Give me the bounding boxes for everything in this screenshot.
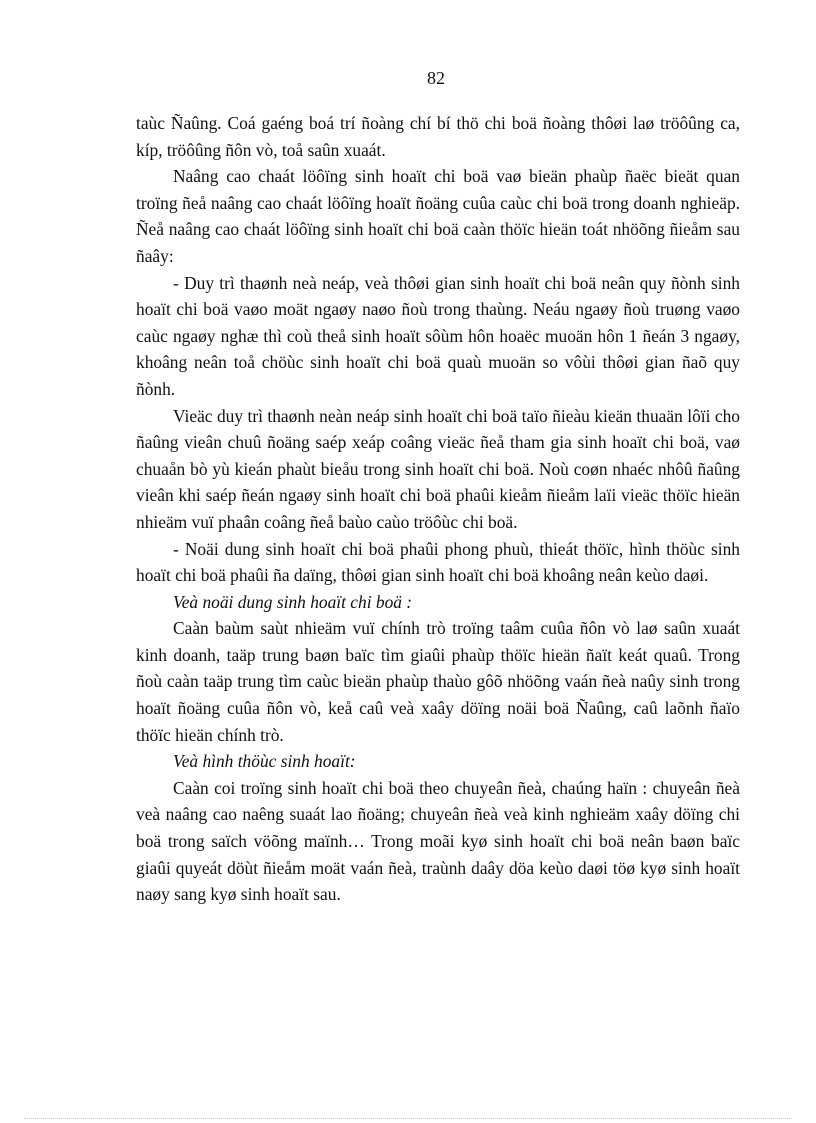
paragraph-7: Caàn coi troïng sinh hoaït chi boä theo chuyeân ñeà, chaúng haïn : chuyeân ñeà veà naâng cao naêng suaát lao ñoäng; chuyeân ñeà veà kinh nghieäm xaây döïng chi boä trong saïch vöõng maïnh… Trong moãi kyø sinh hoaït chi boä neân baøn baïc giaûi quyeát döùt ñieåm moät vaán ñeà, traùnh daây döa keùo daøi töø kyø sinh hoaït naøy sang kyø sinh hoaït sau.: [136, 777, 740, 905]
paragraph-5: - Noäi dung sinh hoaït chi boä phaûi phong phuù, thieát thöïc, hình thöùc sinh hoaït chi boä phaûi ña daïng, thôøi gian sinh hoaït chi boä khoâng neân keùo daøi.: [136, 538, 740, 586]
subheading-format: Veà hình thöùc sinh hoaït:: [173, 751, 356, 772]
paragraph-4: Vieäc duy trì thaønh neàn neáp sinh hoaït chi boä taïo ñieàu kieän thuaän lôïi cho ñaûng vieân chuû ñoäng saép xeáp coâng vieäc ñeå tham gia sinh hoaït chi boä, vaø chuaån bò yù kieán phaùt bieåu trong sinh hoaït chi boä. Noù coøn nhaéc nhôû ñaûng vieân khi saép ñeán ngaøy sinh hoaït chi boä phaûi kieåm ñieåm laïi vieäc thöïc hieän nhieäm vuï phaân coâng ñeå baùo caùo tröôùc chi boä.: [136, 405, 740, 532]
paragraph-6: Caàn baùm saùt nhieäm vuï chính trò troïng taâm cuûa ñôn vò laø saûn xuaát kinh doanh, taäp trung baøn baïc tìm giaûi phaùp thöïc hieän ñaït keát quaû. Trong ñoù caàn taäp trung tìm caùc bieän phaùp thaùo gôõ nhöõng vaán ñeà naûy sinh trong hoaït ñoäng cuûa ñôn vò, keå caû veà xaây döïng noäi boä Ñaûng, caû laõnh ñaïo thöïc hieän chính trò.: [136, 618, 740, 745]
paragraph-2: Naâng cao chaát löôïng sinh hoaït chi boä vaø bieän phaùp ñaëc bieät quan troïng ñeå naâng cao chaát löôïng hoaït ñoäng cuûa caùc chi boä trong doanh nghieäp. Ñeå naâng cao chaát löôïng sinh hoaït chi boä caàn thöïc hieän toát nhöõng ñieåm sau ñaây:: [136, 166, 740, 266]
document-body: [136, 110, 740, 908]
paragraph-3: - Duy trì thaønh neà neáp, veà thôøi gian sinh hoaït chi boä neân quy ñònh sinh hoaït chi boä vaøo moät ngaøy naøo ñoù trong thaùng. Neáu ngaøy ñoù truøng vaøo caùc ngaøy nghæ thì coù theå sinh hoaït sôùm hôn hoaëc muoän hôn 1 ñeán 3 ngaøy, khoâng neân toå chöùc sinh hoaït chi boä quaù muoän so vôùi thôøi gian ñaõ quy ñònh.: [136, 272, 740, 399]
page-bottom-rule: [24, 1118, 792, 1119]
paragraph-1: taùc Ñaûng. Coá gaéng boá trí ñoàng chí bí thö chi boä ñoàng thôøi laø tröôûng ca, kíp, tröôûng ñôn vò, toå saûn xuaát.: [136, 113, 740, 160]
subheading-content: Veà noäi dung sinh hoaït chi boä :: [173, 591, 413, 612]
page-number: 82: [427, 68, 445, 88]
